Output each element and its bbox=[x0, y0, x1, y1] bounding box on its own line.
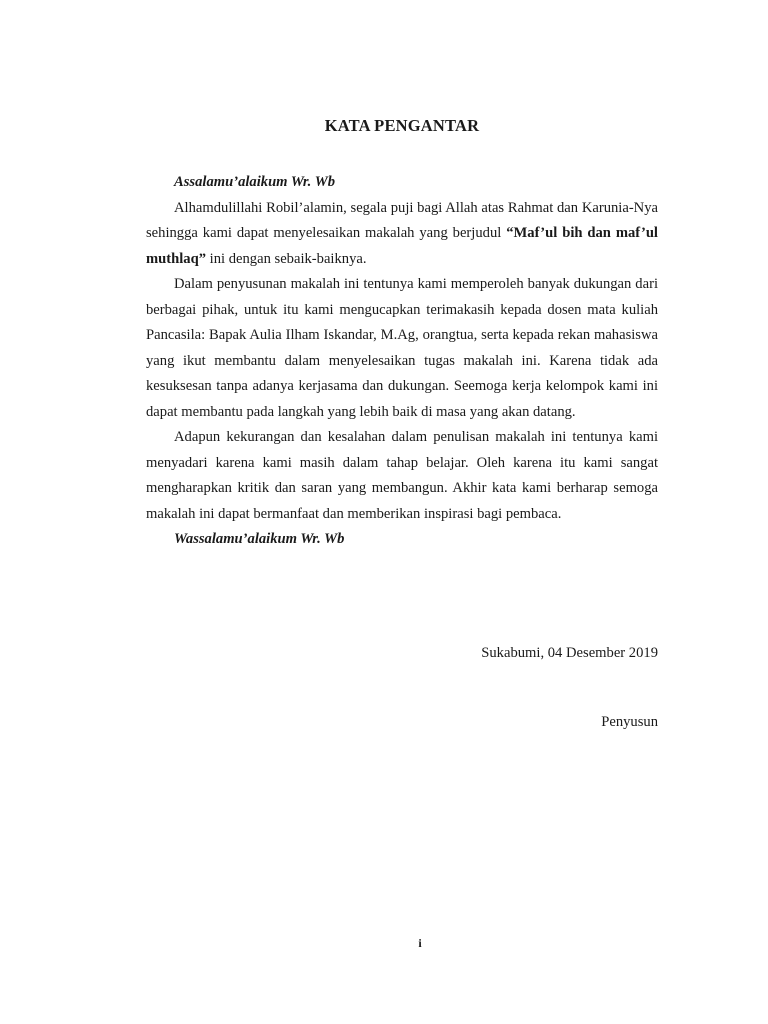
place-date: Sukabumi, 04 Desember 2019 bbox=[481, 645, 658, 661]
paragraph-3: Adapun kekurangan dan kesalahan dalam penulisan makalah ini tentunya kami menyadari karena kami masih dalam tahap belajar. Oleh karena itu kami sangat mengharapkan kritik dan saran yang membangun. Akhir kata kami berharap semoga makalah ini dapat bermanfaat dan memberikan inspirasi bagi pembaca. bbox=[146, 429, 658, 522]
opening-greeting: Assalamu’alaikum Wr. Wb bbox=[174, 174, 335, 190]
paragraph-1-text-end: ini dengan sebaik-baiknya. bbox=[206, 250, 367, 267]
paragraph-1-text: Alhamdulillahi Robil’alamin, segala puji bagi Allah atas Rahmat dan Karunia-Nya sehingga kami dapat menyelesaikan makalah yang berjudul bbox=[146, 199, 658, 241]
document-body bbox=[146, 170, 658, 553]
paragraph-1 bbox=[146, 196, 658, 273]
page-title: KATA PENGANTAR bbox=[324, 116, 480, 135]
page-number: i bbox=[418, 936, 422, 950]
signer: Penyusun bbox=[601, 714, 658, 730]
closing-greeting: Wassalamu’alaikum Wr. Wb bbox=[174, 531, 345, 547]
paragraph-2: Dalam penyusunan makalah ini tentunya kami memperoleh banyak dukungan dari berbagai pihak, untuk itu kami mengucapkan terimakasih kepada dosen mata kuliah Pancasila: Bapak Aulia Ilham Iskandar, M.Ag, orangtua, serta kepada rekan mahasiswa yang ikut membantu dalam menyelesaikan tugas makalah ini. Karena tidak ada kesuksesan tanpa adanya kerjasama dan dukungan. Seemoga kerja kelompok kami ini dapat membantu pada langkah yang lebih baik di masa yang akan datang. bbox=[146, 276, 658, 420]
paper-title-emphasis: “Maf’ul bih dan maf’ul muthlaq” bbox=[146, 225, 658, 267]
